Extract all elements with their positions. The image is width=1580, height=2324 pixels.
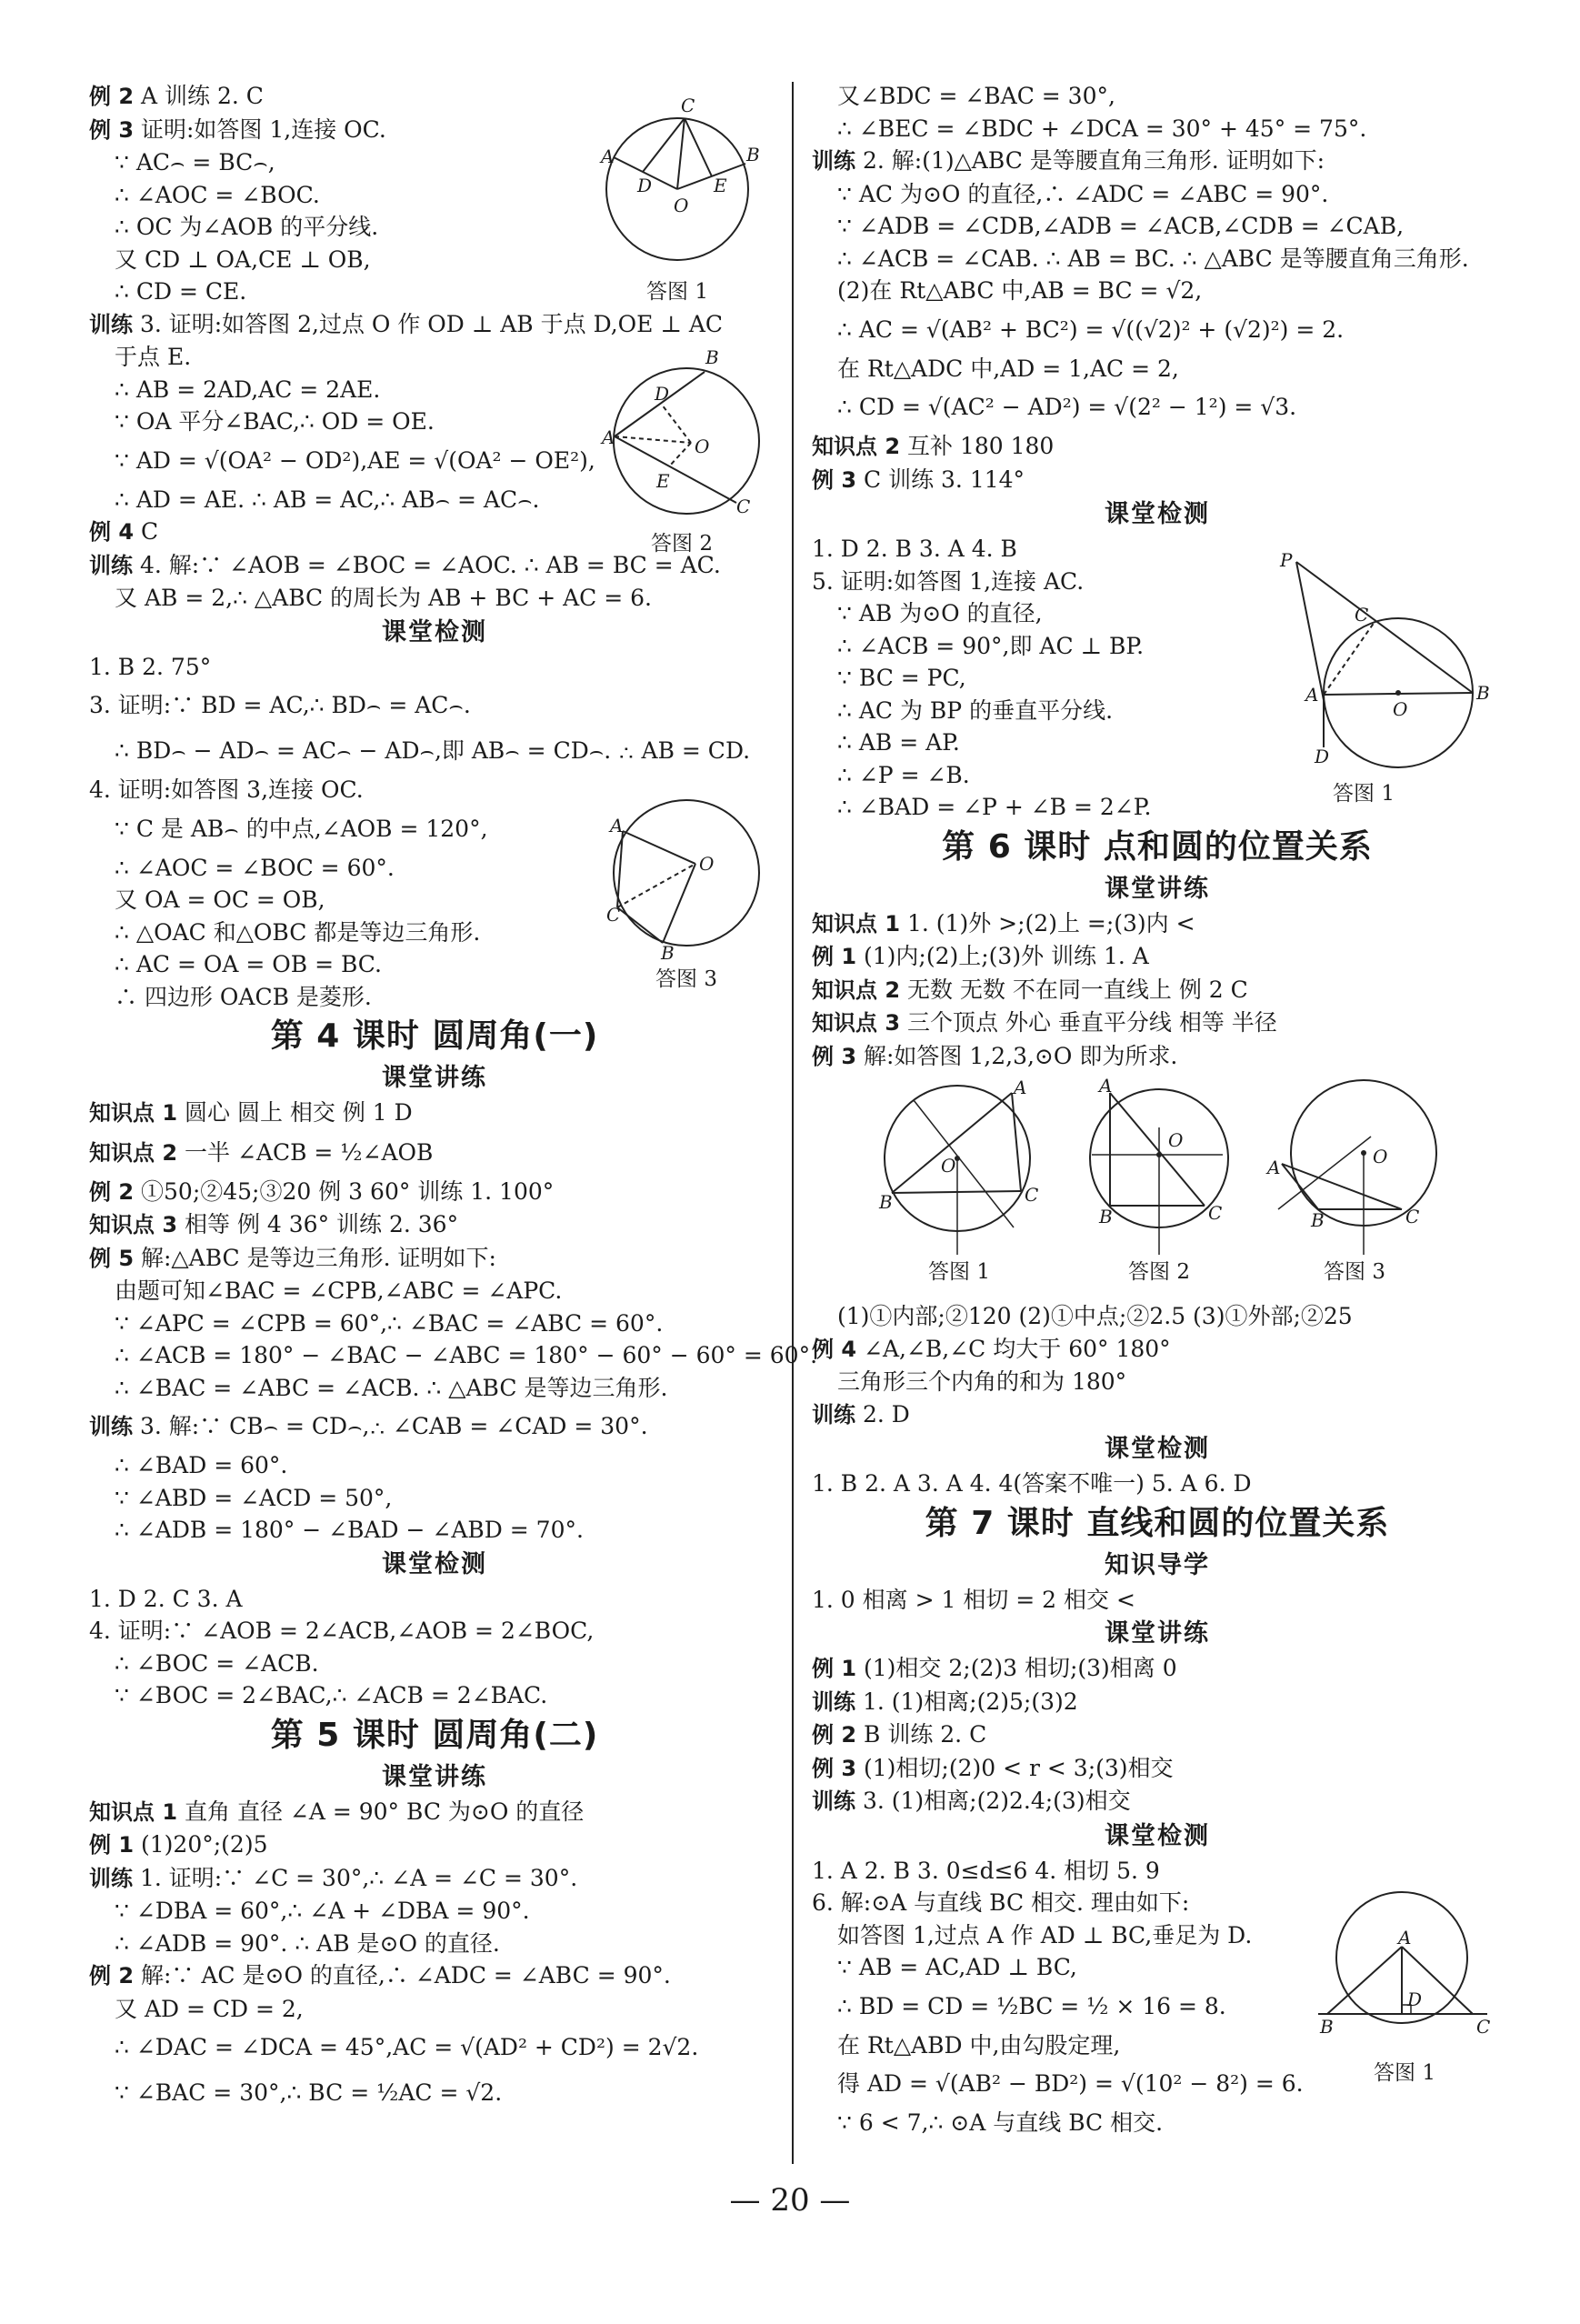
- item-label: 例 4: [812, 1336, 857, 1362]
- line-text: ∵ ∠ABD = ∠ACD = 50°,: [115, 1484, 393, 1511]
- line-text: 2. 解:(1)△ABC 是等腰直角三角形. 证明如下:: [855, 147, 1325, 174]
- line-text: 1. 证明:∵ ∠C = 30°,∴ ∠A = ∠C = 30°.: [133, 1864, 578, 1891]
- answer-line: [89, 1275, 780, 1307]
- answer-line: [812, 243, 1503, 275]
- line-text: ∵ AC 为⊙O 的直径,∴ ∠ADC = ∠ABC = 90°.: [837, 180, 1329, 207]
- item-label: 知识点 3: [89, 1212, 178, 1237]
- section-heading: 课堂检测: [1105, 1435, 1210, 1463]
- figure-caption: 答图 3: [655, 967, 717, 991]
- item-label: 例 2: [89, 84, 135, 109]
- item-label: 训练: [812, 1688, 855, 1715]
- line-text: 1. D 2. B 3. A 4. B: [812, 536, 1017, 562]
- answer-line: [812, 1398, 1503, 1432]
- section-heading: 课堂检测: [1105, 500, 1210, 528]
- answer-line: [89, 1828, 780, 1862]
- line-text: (1)20°;(2)5: [134, 1831, 268, 1858]
- item-label: 知识点 1: [89, 1798, 178, 1825]
- answer-line: [89, 1648, 780, 1680]
- line-text: C: [134, 518, 159, 545]
- line-text: ∴ ∠BAD = ∠P + ∠B = 2∠P.: [837, 794, 1152, 820]
- answer-line: [89, 582, 780, 615]
- line-text: 6. 解:⊙A 与直线 BC 相交. 理由如下:: [812, 1889, 1190, 1916]
- line-text: ∵ 6 < 7,∴ ⊙A 与直线 BC 相交.: [837, 2109, 1164, 2136]
- line-text: ∵ ∠BAC = 30°,∴ BC = ½AC = √2.: [115, 2079, 503, 2106]
- item-label: 例 3: [89, 116, 135, 143]
- answer-line: [812, 907, 1503, 941]
- answer-line: [89, 651, 780, 684]
- answer-line: [812, 1040, 1503, 1074]
- item-label: 知识点 3: [812, 1010, 901, 1036]
- line-text: ∵ AB 为⊙O 的直径,: [837, 600, 1043, 626]
- line-text: ∵ C 是 AB⌢ 的中点,∠AOB = 120°,: [115, 815, 488, 842]
- answer-line: [89, 1796, 780, 1829]
- line-text: 在 Rt△ABD 中,由勾股定理,: [837, 2031, 1121, 2059]
- answer-line: [812, 1007, 1503, 1040]
- line-text: ∴ AB = AP.: [837, 729, 960, 756]
- line-text: 3. (1)相离;(2)2.4;(3)相交: [855, 1788, 1131, 1814]
- answer-line: [812, 1300, 1503, 1333]
- item-label: 例 4: [89, 519, 135, 545]
- answer-line: [812, 974, 1503, 1007]
- item-label: 知识点 2: [812, 434, 901, 459]
- figure-caption: 答图 3: [1324, 1260, 1385, 1284]
- figure-left-3: A C O B 答图 3: [605, 793, 768, 992]
- answer-line: [89, 1514, 780, 1547]
- line-text: ∵ ∠BOC = 2∠BAC,∴ ∠ACB = 2∠BAC.: [115, 1682, 548, 1708]
- circle-diagram: [1273, 1073, 1436, 1255]
- item-label: 例 1: [812, 1656, 857, 1681]
- line-text: (2)在 Rt△ABC 中,AB = BC = √2,: [837, 277, 1203, 304]
- answer-line: [89, 1372, 780, 1405]
- section-heading: 课堂讲练: [1105, 874, 1210, 903]
- circle-diagram: [605, 793, 768, 957]
- section-heading: 课堂讲练: [382, 1064, 487, 1092]
- circle-diagram: [877, 1073, 1041, 1255]
- line-text: 直角 直径 ∠A = 90° BC 为⊙O 的直径: [177, 1798, 585, 1825]
- answer-line: [89, 1482, 780, 1515]
- line-text: ∴ ∠AOC = ∠BOC = 60°.: [115, 854, 395, 881]
- line-text: 1. 0 相离 > 1 相切 = 2 相交 <: [812, 1586, 1135, 1613]
- line-text: ∴ AC 为 BP 的垂直平分线.: [837, 696, 1114, 724]
- answer-line: [89, 1959, 780, 1993]
- line-text: 1. (1)相离;(2)5;(3)2: [855, 1688, 1078, 1715]
- line-text: ∴ AD = AE. ∴ AB = AC,∴ AB⌢ = AC⌢.: [115, 486, 540, 513]
- figure-left-2: A D O E B C 答图 2: [600, 359, 764, 556]
- line-text: C 训练 3. 114°: [856, 466, 1025, 493]
- answer-line: [89, 1208, 780, 1242]
- line-text: A 训练 2. C: [134, 83, 264, 109]
- lesson-title: 第 6 课时 点和圆的位置关系: [942, 827, 1373, 866]
- figure-caption: 答图 1: [928, 1260, 990, 1284]
- item-label: 例 2: [812, 1722, 857, 1748]
- answer-line: [89, 1097, 780, 1130]
- line-text: 3. 解:∵ CB⌢ = CD⌢,∴ ∠CAB = ∠CAD = 30°.: [133, 1413, 648, 1439]
- item-label: 知识点 2: [812, 977, 901, 1003]
- answer-line: [812, 210, 1503, 243]
- item-label: 例 3: [812, 466, 857, 493]
- answer-line: [89, 1615, 780, 1648]
- answer-line: [812, 113, 1503, 145]
- line-text: ∵ AC⌢ = BC⌢,: [115, 149, 275, 175]
- section-heading: 课堂讲练: [382, 1762, 487, 1791]
- answer-line: [812, 430, 1503, 464]
- line-text: ∴ AB = 2AD,AC = 2AE.: [115, 376, 381, 403]
- line-text: ∴ BD⌢ − AD⌢ = AC⌢ − AD⌢,即 AB⌢ = CD⌢. ∴ AB = CD.: [115, 737, 751, 764]
- line-text: 由题可知∠BAC = ∠CPB,∠ABC = ∠APC.: [115, 1277, 563, 1304]
- answer-line: [89, 1928, 780, 1960]
- answer-line: [812, 464, 1503, 497]
- answer-line: [89, 308, 780, 342]
- item-label: 例 3: [812, 1755, 857, 1781]
- line-text: ①50;②45;③20 例 3 60° 训练 1. 100°: [134, 1177, 555, 1205]
- item-label: 知识点 1: [89, 1100, 178, 1126]
- answer-line: [812, 1584, 1503, 1617]
- answer-line: [89, 1339, 818, 1372]
- item-label: 例 2: [89, 1963, 135, 1988]
- answer-line: [812, 1468, 1503, 1500]
- line-text: ∵ ∠APC = ∠CPB = 60°,∴ ∠BAC = ∠ABC = 60°.: [115, 1309, 664, 1337]
- line-text: ∴ △OAC 和△OBC 都是等边三角形.: [115, 918, 481, 946]
- line-text: B 训练 2. C: [856, 1721, 987, 1748]
- answer-line: [89, 728, 780, 774]
- line-text: (1)内;(2)上;(3)外 训练 1. A: [856, 943, 1149, 969]
- answer-line: [812, 1652, 1503, 1686]
- line-text: 1. D 2. C 3. A: [89, 1585, 243, 1612]
- line-text: 1. B 2. A 3. A 4. 4(答案不唯一) 5. A 6. D: [812, 1470, 1252, 1497]
- line-text: (1)①内部;②120 (2)①中点;②2.5 (3)①外部;②25: [837, 1303, 1353, 1329]
- line-text: ∵ BC = PC,: [837, 665, 966, 691]
- line-text: (1)相交 2;(2)3 相切;(3)相离 0: [856, 1655, 1177, 1681]
- figure-caption: 答图 1: [646, 280, 708, 304]
- answer-line: [89, 1679, 780, 1712]
- line-text: ∴ AC = √(AB² + BC²) = √((√2)² + (√2)²) = 2.: [837, 316, 1345, 343]
- section-heading: 知识导学: [1105, 1550, 1210, 1579]
- answer-line: [89, 2025, 780, 2070]
- line-text: ∵ AD = √(OA² − OD²),AE = √(OA² − OE²),: [115, 446, 595, 474]
- answer-line: [812, 1718, 1503, 1752]
- answer-line: [89, 1993, 780, 2026]
- line-text: 5. 证明:如答图 1,连接 AC.: [812, 567, 1085, 595]
- answer-line: [812, 385, 1503, 430]
- line-text: ∴ ∠ACB = 180° − ∠BAC − ∠ABC = 180° − 60° − 60° = 60°.: [115, 1342, 818, 1368]
- item-label: 训练: [812, 148, 855, 174]
- circle-diagram: [595, 107, 759, 271]
- circle-diagram: [1086, 1073, 1232, 1255]
- lesson-title: 第 4 课时 圆周角(一): [270, 1017, 599, 1055]
- line-text: ∴ ∠ADB = 180° − ∠BAD − ∠ABD = 70°.: [115, 1517, 584, 1543]
- line-text: ∴ OC 为∠AOB 的平分线.: [115, 214, 379, 240]
- line-text: (1)相切;(2)0 < r < 3;(3)相交: [856, 1754, 1174, 1781]
- line-text: ∴ ∠BOC = ∠ACB.: [115, 1649, 319, 1677]
- answer-line: [89, 1449, 780, 1482]
- answer-line: [812, 307, 1503, 353]
- answer-line: [812, 1366, 1503, 1398]
- answer-line: [89, 1307, 780, 1340]
- line-text: 三角形三个内角的和为 180°: [837, 1368, 1127, 1395]
- item-label: 例 5: [89, 1245, 135, 1271]
- column-divider: [792, 82, 794, 2164]
- line-text: ∴ ∠DAC = ∠DCA = 45°,AC = √(AD² + CD²) = 2√2.: [115, 2034, 699, 2060]
- page-number: — 20 —: [729, 2182, 851, 2219]
- line-text: ∴ ∠P = ∠B.: [837, 761, 970, 788]
- item-label: 训练: [812, 1788, 855, 1814]
- figure-caption: 答图 1: [1333, 782, 1395, 806]
- line-text: ∴ ∠BAC = ∠ABC = ∠ACB. ∴ △ABC 是等边三角形.: [115, 1374, 668, 1401]
- answer-line: [812, 80, 1503, 113]
- line-text: 4. 证明:如答图 3,连接 OC.: [89, 776, 364, 803]
- line-text: 又∠BDC = ∠BAC = 30°,: [837, 83, 1115, 109]
- line-text: 在 Rt△ADC 中,AD = 1,AC = 2,: [837, 355, 1179, 382]
- line-text: 1. B 2. 75°: [89, 653, 212, 680]
- answer-line: [812, 353, 1503, 386]
- figure-right-1: P C A O B D 答图 1: [1280, 549, 1490, 806]
- line-text: ∴ AC = OA = OB = BC.: [115, 951, 382, 977]
- section-heading: 课堂检测: [382, 617, 487, 646]
- line-text: 无数 无数 不在同一直线上 例 2 C: [900, 976, 1248, 1003]
- line-text: ∴ ∠ACB = ∠CAB. ∴ AB = BC. ∴ △ABC 是等腰直角三角形.: [837, 245, 1469, 272]
- line-text: 于点 E.: [115, 344, 192, 370]
- figure-caption: 答图 1: [1374, 2061, 1435, 2085]
- line-text: 4. 证明:∵ ∠AOB = 2∠ACB,∠AOB = 2∠BOC,: [89, 1618, 595, 1644]
- section-heading: 课堂检测: [382, 1549, 487, 1578]
- line-text: ∵ ∠DBA = 60°,∴ ∠A + ∠DBA = 90°.: [115, 1898, 530, 1924]
- line-text: ∴ BD = CD = ½BC = ½ × 16 = 8.: [837, 1992, 1226, 2019]
- line-text: 解:△ABC 是等边三角形. 证明如下:: [134, 1244, 496, 1271]
- answer-line: [812, 1785, 1503, 1818]
- line-text: 又 AB = 2,∴ △ABC 的周长为 AB + BC + AC = 6.: [115, 585, 653, 611]
- line-text: ∴ ∠ACB = 90°,即 AC ⊥ BP.: [837, 632, 1145, 659]
- line-text: 相等 例 4 36° 训练 2. 36°: [177, 1211, 459, 1237]
- item-label: 训练: [812, 1401, 855, 1427]
- answer-line: [89, 1242, 780, 1276]
- answer-line: [812, 1855, 1503, 1888]
- item-label: 例 3: [812, 1043, 857, 1069]
- line-text: ∴ CD = CE.: [115, 278, 247, 305]
- line-text: ∵ OA 平分∠BAC,∴ OD = OE.: [115, 408, 435, 435]
- line-text: ∴ ∠BEC = ∠BDC + ∠DCA = 30° + 45° = 75°.: [837, 115, 1367, 142]
- answer-line: [812, 1333, 1503, 1367]
- line-text: 又 CD ⊥ OA,CE ⊥ OB,: [115, 245, 371, 273]
- line-text: 解:∵ AC 是⊙O 的直径,∴ ∠ADC = ∠ABC = 90°.: [134, 1962, 671, 1988]
- item-label: 训练: [89, 552, 133, 578]
- figure-right-7: A B C D 答图 1: [1318, 1887, 1491, 2086]
- line-text: 三个顶点 外心 垂直平分线 相等 半径: [900, 1009, 1277, 1036]
- line-text: ∴ CD = √(AC² − AD²) = √(2² − 1²) = √3.: [837, 394, 1297, 420]
- section-heading: 课堂检测: [1105, 1821, 1210, 1850]
- line-text: 得 AD = √(AB² − BD²) = √(10² − 8²) = 6.: [837, 2070, 1304, 2097]
- answer-line: [812, 145, 1503, 178]
- item-label: 例 1: [812, 944, 857, 969]
- line-text: ∠A,∠B,∠C 均大于 60° 180°: [856, 1335, 1171, 1362]
- line-text: ∴ ∠AOC = ∠BOC.: [115, 181, 320, 208]
- line-text: ∴ 四边形 OACB 是菱形.: [115, 983, 372, 1010]
- item-label: 训练: [89, 1414, 133, 1439]
- figure-right-6c: A B C O 答图 3: [1273, 1073, 1436, 1285]
- answer-line: [89, 683, 780, 728]
- answer-line: [812, 275, 1503, 307]
- item-label: 训练: [89, 311, 133, 337]
- line-text: 2. D: [855, 1400, 910, 1427]
- answer-line: [812, 1752, 1503, 1786]
- line-text: 4. 解:∵ ∠AOB = ∠BOC = ∠AOC. ∴ AB = BC = AC.: [133, 551, 721, 578]
- answer-line: [812, 1686, 1503, 1719]
- line-text: 一半 ∠ACB = ½∠AOB: [177, 1138, 434, 1166]
- figure-left-1: C A B D E O 答图 1: [595, 107, 759, 305]
- circle-diagram: [1318, 1887, 1491, 2050]
- line-text: 互补 180 180: [900, 433, 1055, 459]
- answer-line: [89, 1583, 780, 1616]
- lesson-title: 第 5 课时 圆周角(二): [270, 1716, 599, 1754]
- answer-line: [89, 2070, 780, 2116]
- item-label: 知识点 2: [89, 1139, 178, 1166]
- line-text: 1. A 2. B 3. 0≤d≤6 4. 相切 5. 9: [812, 1857, 1160, 1884]
- answer-line: [89, 1895, 780, 1928]
- answer-line: [89, 1130, 780, 1176]
- answer-line: [89, 1176, 780, 1209]
- figure-caption: 答图 2: [651, 532, 713, 556]
- line-text: 3. 证明:如答图 2,过点 O 作 OD ⊥ AB 于点 D,OE ⊥ AC: [133, 310, 723, 337]
- line-text: ∵ ∠ADB = ∠CDB,∠ADB = ∠ACB,∠CDB = ∠CAB,: [837, 213, 1405, 239]
- figure-right-6a: A B C O 答图 1: [877, 1073, 1041, 1285]
- answer-line: [89, 1862, 780, 1896]
- line-text: 1. (1)外 >;(2)上 =;(3)内 <: [900, 909, 1195, 937]
- answer-line: [812, 940, 1503, 974]
- section-heading: 课堂讲练: [1105, 1619, 1210, 1648]
- line-text: 又 AD = CD = 2,: [115, 1995, 304, 2022]
- line-text: ∵ AB = AC,AD ⊥ BC,: [837, 1954, 1077, 1980]
- line-text: 又 OA = OC = OB,: [115, 887, 325, 913]
- lesson-title: 第 7 课时 直线和圆的位置关系: [925, 1504, 1390, 1542]
- line-text: ∴ ∠ADB = 90°. ∴ AB 是⊙O 的直径.: [115, 1929, 500, 1957]
- answer-line: [812, 178, 1503, 211]
- line-text: 3. 证明:∵ BD = AC,∴ BD⌢ = AC⌢.: [89, 692, 471, 718]
- line-text: 圆心 圆上 相交 例 1 D: [177, 1099, 413, 1126]
- answer-line: [812, 2107, 1503, 2139]
- line-text: 证明:如答图 1,连接 OC.: [134, 115, 386, 143]
- answer-line: [89, 1404, 780, 1449]
- figure-right-6b: A B C O 答图 2: [1086, 1073, 1232, 1285]
- item-label: 训练: [89, 1865, 133, 1891]
- item-label: 知识点 1: [812, 910, 901, 937]
- item-label: 例 1: [89, 1832, 135, 1858]
- line-text: 如答图 1,过点 A 作 AD ⊥ BC,垂足为 D.: [837, 1921, 1253, 1948]
- figure-caption: 答图 2: [1128, 1260, 1190, 1284]
- line-text: 解:如答图 1,2,3,⊙O 即为所求.: [856, 1042, 1178, 1069]
- line-text: ∴ ∠BAD = 60°.: [115, 1452, 288, 1478]
- item-label: 例 2: [89, 1178, 135, 1205]
